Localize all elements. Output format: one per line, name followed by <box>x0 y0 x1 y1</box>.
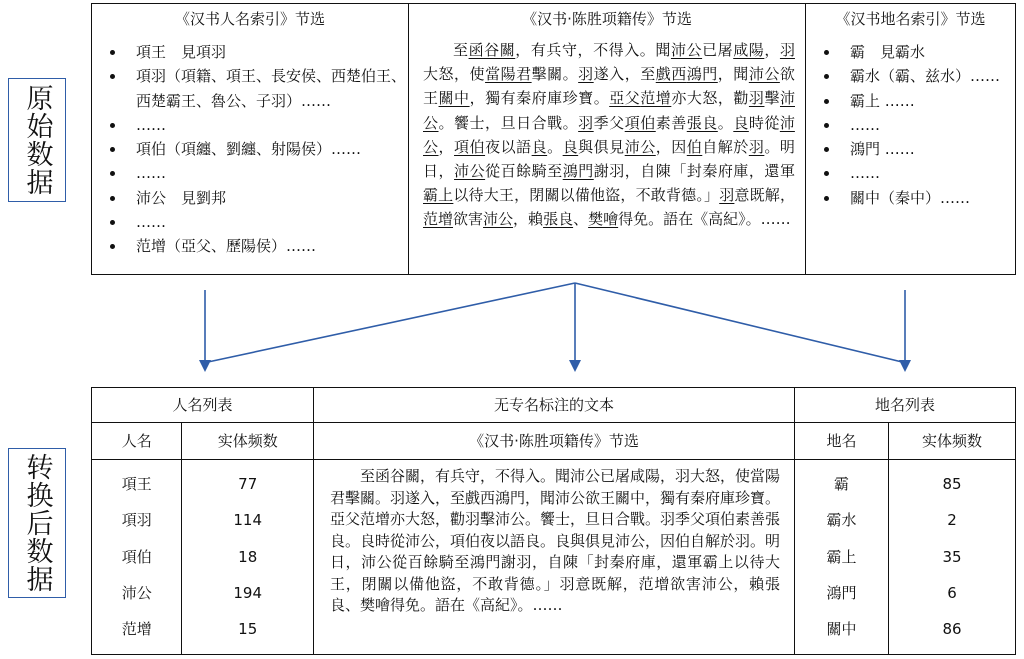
converted-text-title: 无专名标注的文本 <box>314 388 795 423</box>
person-freq-column <box>182 460 314 655</box>
text-span: 大怒，使 <box>423 65 486 84</box>
place-freq-cell: 86 <box>942 620 962 639</box>
place-freq-cell: 35 <box>942 547 962 566</box>
text-span: 自解於 <box>702 137 749 156</box>
named-entity-span: 霸上 <box>423 186 454 205</box>
arrow-fan-left-line <box>208 283 575 362</box>
text-span: 已屠 <box>702 41 734 59</box>
text-span: 。 <box>717 113 734 132</box>
person-index-item: • …… <box>126 210 408 234</box>
place-index-item: • 霸水（霸、兹水）…… <box>840 64 1015 88</box>
place-name-cell: 鴻門 <box>826 583 857 602</box>
text-span: 意既解， <box>734 186 795 205</box>
named-entity-span: 沛公 <box>423 89 795 132</box>
original-data-label: 原始数据 <box>21 84 53 196</box>
named-entity-span: 范增 <box>640 89 672 108</box>
place-index-item: • …… <box>840 113 1015 137</box>
text-span: 得免。語在《高紀》。…… <box>618 210 791 229</box>
named-entity-span: 羽 <box>719 186 735 205</box>
named-entity-span: 鴻門 <box>562 162 594 181</box>
text-span: ，因 <box>655 137 687 156</box>
named-entity-span: 伯 <box>686 137 703 156</box>
person-index-item: • 項羽（項籍、項王、長安侯、西楚伯王、西楚霸王、魯公、子羽）…… <box>126 64 408 113</box>
arrow-middle-head <box>569 360 581 372</box>
place-index-item: • …… <box>840 161 1015 185</box>
place-name-cell: 霸 <box>833 475 849 493</box>
person-index-item: • 范增（亞父、歷陽侯）…… <box>126 234 408 258</box>
text-span: 。 <box>547 137 563 156</box>
converted-data-label: 转换后数据 <box>21 453 53 593</box>
converted-text-cell <box>314 460 795 655</box>
text-span: 擊關。 <box>531 65 579 84</box>
place-name-column <box>795 460 889 655</box>
text-span: 。饗士，旦日合戰。 <box>438 113 579 132</box>
person-index-item: • …… <box>126 113 408 137</box>
text-span: 時從 <box>748 113 780 132</box>
place-name-cell: 關中 <box>826 620 857 639</box>
person-freq-header: 实体频数 <box>182 423 314 460</box>
text-span: ，有兵守，不得入。聞 <box>515 41 671 59</box>
arrow-left-head <box>199 360 211 372</box>
person-index-item: • …… <box>126 161 408 185</box>
person-name-cell: 范增 <box>121 620 152 639</box>
person-name-column <box>92 460 182 655</box>
named-entity-span: 良 <box>733 113 749 132</box>
named-entity-span: 項伯 <box>624 113 656 132</box>
place-name-header: 地名 <box>795 423 889 460</box>
named-entity-span: 良 <box>562 137 579 156</box>
named-entity-span: 沛公 <box>624 137 656 156</box>
converted-text-body: 至函谷關，有兵守，不得入。聞沛公已屠咸陽，羽大怒，使當陽君擊關。羽遂入，至戲西鴻門，聞沛公欲王關中，獨有秦府庫珍寶。亞父范增亦大怒，勸羽擊沛公。饗士，旦日合戰。羽季父項伯素善張良。良時從沛公，項伯夜以語良。良與俱見沛公，因伯自解於羽。明日，沛公從百餘騎至鴻門謝羽，自陳「封秦府庫，還軍霸上以待大王，閉關以備他盜，不敢背德。」羽意既解，范增欲害沛公，賴張良、樊噲得免。語在《高紀》。…… <box>330 467 781 614</box>
named-entity-span: 沛公 <box>670 41 703 59</box>
converted-text-subtitle: 《汉书·陈胜项籍传》节选 <box>314 423 795 460</box>
person-freq-cell: 114 <box>233 511 263 530</box>
named-entity-span: 咸陽 <box>733 41 765 59</box>
text-span: 。明日， <box>423 137 795 181</box>
named-entity-span: 鴻門 <box>686 65 718 84</box>
named-entity-span: 沛公 <box>483 210 514 229</box>
place-freq-cell: 2 <box>947 511 957 530</box>
named-entity-span: 關中 <box>438 89 470 108</box>
named-entity-span: 當陽君 <box>485 65 532 84</box>
text-span: 欲王 <box>423 65 795 108</box>
named-entity-span: 范增 <box>423 210 454 229</box>
person-name-cell: 沛公 <box>121 583 152 602</box>
person-index-item: • 項伯（項纏、劉纏、射陽侯）…… <box>126 137 408 161</box>
person-freq-cell: 18 <box>238 547 258 566</box>
text-span: 季父 <box>593 113 625 132</box>
text-span: 以待大王，閉關以備他盜，不敢背德。」 <box>453 186 720 205</box>
place-name-cell: 霸水 <box>826 511 857 530</box>
place-index-title: 《汉书地名索引》节选 <box>835 10 986 28</box>
text-span: 至 <box>453 41 469 59</box>
text-span: ，賴 <box>513 210 544 229</box>
text-span: 素善 <box>655 113 687 132</box>
text-span: 亦大怒，勸 <box>671 89 749 108</box>
text-span: 、 <box>573 210 589 229</box>
person-freq-cell: 194 <box>233 583 263 602</box>
text-span: 擊 <box>764 89 780 108</box>
text-span: ， <box>764 41 780 59</box>
named-entity-span: 項伯 <box>454 137 486 156</box>
place-index-item: • 霸上 …… <box>840 89 1015 113</box>
place-index-item: • 關中（秦中）…… <box>840 186 1015 210</box>
named-entity-span: 羽 <box>748 137 765 156</box>
person-freq-cell: 77 <box>238 475 258 493</box>
text-span: ，獨有秦府庫珍寶。 <box>469 89 610 108</box>
place-freq-column <box>889 460 1016 655</box>
named-entity-span: 沛公 <box>423 113 795 156</box>
place-table-title: 地名列表 <box>795 388 1016 423</box>
named-entity-span: 亞父 <box>609 89 641 108</box>
place-freq-cell: 85 <box>942 475 962 493</box>
converted-data-table <box>91 387 1016 655</box>
place-freq-header: 实体频数 <box>889 423 1016 460</box>
named-entity-span: 良 <box>531 137 548 156</box>
named-entity-span: 張良 <box>543 210 574 229</box>
text-span: 欲害 <box>453 210 484 229</box>
person-index-title: 《汉书人名索引》节选 <box>174 10 325 28</box>
text-span: 與俱見 <box>578 137 625 156</box>
text-span: 謝羽，自陳「封秦府庫，還軍 <box>593 162 795 181</box>
named-entity-span: 羽 <box>578 65 594 84</box>
person-name-cell: 項羽 <box>121 511 152 530</box>
named-entity-span: 函谷關 <box>468 41 516 59</box>
person-index-item: • 項王 見項羽 <box>126 40 408 64</box>
text-span: 遂入，至 <box>593 65 656 84</box>
text-span: 從百餘騎至 <box>485 162 563 181</box>
text-span: ，聞 <box>717 65 749 84</box>
named-entity-span: 張良 <box>686 113 718 132</box>
arrow-right-head <box>899 360 911 372</box>
place-index-item: • 鴻門 …… <box>840 137 1015 161</box>
person-name-cell: 項伯 <box>121 547 152 566</box>
place-index-item: • 霸 見霸水 <box>840 40 1015 64</box>
text-span: ， <box>438 137 455 156</box>
text-span: 夜以語 <box>485 137 532 156</box>
person-index-item: • 沛公 見劉邦 <box>126 186 408 210</box>
person-table-title: 人名列表 <box>92 388 314 423</box>
named-entity-span: 沛公 <box>748 65 780 84</box>
named-entity-span: 戲西 <box>655 65 687 84</box>
named-entity-span: 羽 <box>748 89 765 108</box>
place-freq-cell: 6 <box>947 583 957 602</box>
person-freq-cell: 15 <box>238 620 258 639</box>
named-entity-span: 羽 <box>779 41 795 59</box>
named-entity-span: 沛公 <box>454 162 486 181</box>
named-entity-span: 羽 <box>578 113 594 132</box>
arrow-fan-right-line <box>575 283 902 362</box>
person-name-cell: 項王 <box>121 475 152 493</box>
person-name-header: 人名 <box>92 423 182 460</box>
original-text-title: 《汉书·陈胜项籍传》节选 <box>522 10 692 28</box>
place-name-cell: 霸上 <box>826 547 857 566</box>
named-entity-span: 樊噲 <box>588 210 619 229</box>
